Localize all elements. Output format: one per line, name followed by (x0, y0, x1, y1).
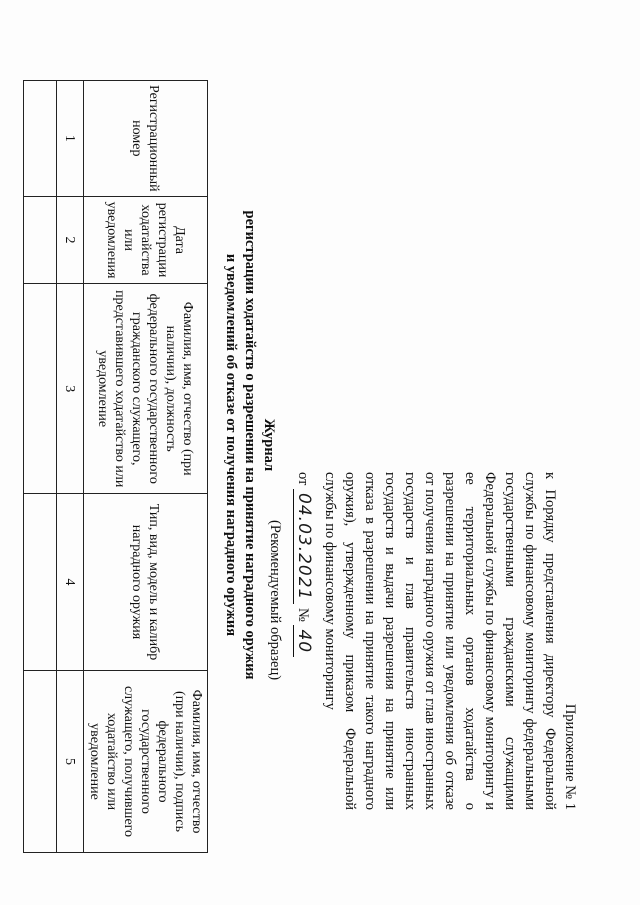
column-number-3: 3 (57, 284, 84, 494)
journal-subtitle-line-2: и уведомлений об отказе от получения наградного оружия (223, 253, 239, 637)
date-prefix: от (295, 472, 311, 486)
journal-title-block (221, 80, 278, 810)
column-number-2: 2 (57, 196, 84, 284)
empty-cell (24, 671, 57, 853)
handwritten-date: 04.03.2021 (293, 489, 314, 604)
journal-table (23, 80, 208, 853)
empty-cell (24, 196, 57, 284)
header-applicant-name: Фамилия, имя, отчество (при наличии), должность федерального государственного гражданского служащего, представившего ходатайство или уведомление (84, 284, 208, 494)
appendix-date-line (293, 472, 314, 810)
recommended-sample-note: (Рекомендуемый образец) (267, 520, 283, 681)
column-number-4: 4 (57, 493, 84, 670)
table-header-row (84, 81, 208, 853)
handwritten-number: 40 (293, 625, 314, 657)
empty-cell (24, 81, 57, 197)
table-row (24, 81, 57, 853)
journal-subtitle-line-1: регистрации ходатайств о разрешении на принятие наградного оружия (242, 210, 258, 680)
number-prefix: № (295, 608, 311, 622)
column-number-5: 5 (57, 671, 84, 853)
header-receiver-name: Фамилия, имя, отчество (при наличии), подпись федерального государственного служащего, получившего ходатайство или уведомление (84, 671, 208, 853)
appendix-number: Приложение № 1 (562, 703, 578, 810)
header-weapon-type: Тип, вид, модель и калибр наградного оружия (84, 493, 208, 670)
appendix-text: к Порядку представления директору Федеральной службы по финансовому мониторингу федеральными государственными гражданскими служащими Федеральной службы по финансовому мониторингу и ее территориальных органов ходатайства о разрешении на принятие или уведомления об отказе от получения наградного оружия от глав иностранных государств и глав правительств иностранных государств и выдачи разрешения на принятие или отказа в разрешении на принятие такого наградного оружия), утвержденному приказом Федеральной службы по финансовому мониторингу (322, 472, 558, 810)
header-registration-number: Регистрационный номер (84, 81, 208, 197)
header-registration-date: Дата регистрации ходатайства или уведомления (84, 196, 208, 284)
journal-title: Журнал (261, 418, 277, 472)
empty-cell (24, 493, 57, 670)
column-number-row (57, 81, 84, 853)
appendix-block (265, 80, 580, 810)
column-number-1: 1 (57, 81, 84, 197)
empty-cell (24, 284, 57, 494)
